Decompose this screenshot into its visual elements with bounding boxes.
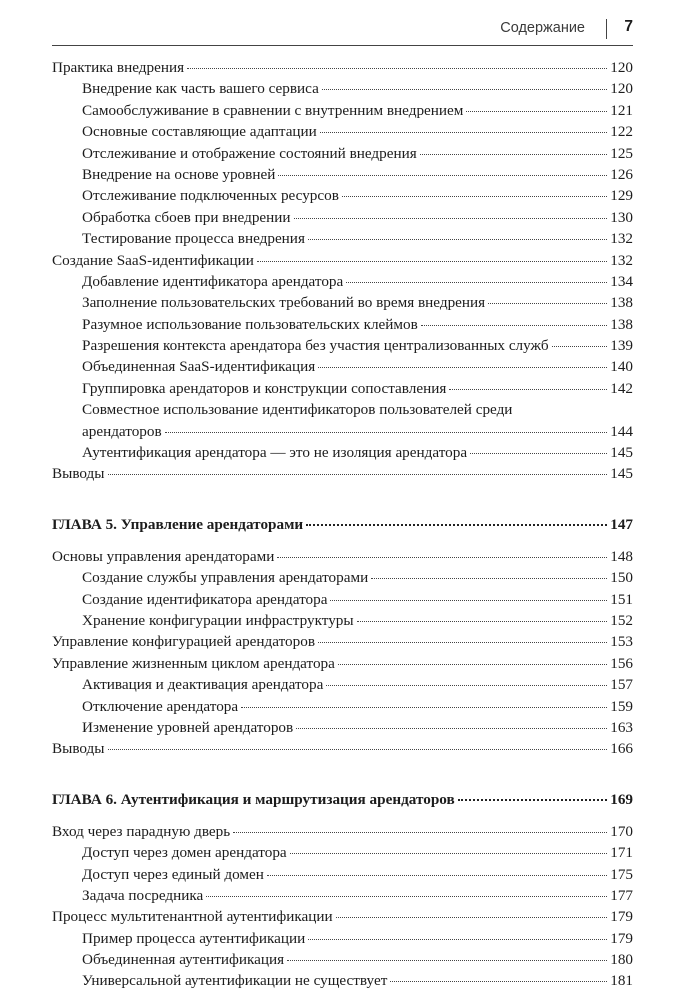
toc-entry-page: 132 [610, 230, 633, 248]
toc-entry-page: 177 [610, 886, 633, 904]
dot-leader [308, 938, 607, 940]
running-head: Содержание [500, 20, 585, 36]
toc-entry-page: 145 [610, 465, 633, 483]
toc-entry-page: 130 [610, 208, 633, 226]
dot-leader [346, 281, 607, 283]
toc-entry [52, 207, 633, 228]
toc-entry [52, 610, 633, 631]
toc-entry [52, 164, 633, 185]
toc-entry [52, 100, 633, 121]
dot-leader [306, 523, 607, 526]
toc-entry-page: 132 [610, 251, 633, 269]
toc-entry-page: 138 [610, 315, 633, 333]
toc-entry-title: Создание идентификатора арендатора [82, 590, 328, 608]
toc-entry-page: 166 [610, 740, 633, 758]
toc-entry-title: Отслеживание подключенных ресурсов [82, 187, 339, 205]
toc-entry-title: Процесс мультитенантной аутентификации [52, 908, 333, 926]
toc-entry [52, 314, 633, 335]
toc-entry-title: Доступ через домен арендатора [82, 844, 287, 862]
chapter-title: ГЛАВА 6. Аутентификация и маршрутизация арендаторов [52, 790, 455, 808]
dot-leader [330, 599, 607, 601]
toc-entry-title: Внедрение на основе уровней [82, 165, 276, 183]
toc-entry-page: 170 [610, 822, 633, 840]
toc-entry-title: Основы управления арендаторами [52, 547, 275, 565]
toc-group [52, 442, 633, 485]
toc-entry-page: 125 [610, 144, 633, 162]
toc-group [52, 57, 633, 399]
toc-entry [52, 949, 633, 970]
header-rule [52, 45, 633, 46]
dot-leader [318, 366, 607, 368]
toc-entry-title: Доступ через единый домен [82, 865, 264, 883]
dot-leader [458, 798, 608, 801]
toc-entry [52, 378, 633, 399]
toc-entry-page: 152 [610, 611, 633, 629]
toc-entry-page: 120 [610, 59, 633, 76]
toc-entry-title: Практика внедрения [52, 59, 185, 76]
toc-entry [52, 928, 633, 949]
toc-entry-page: 171 [610, 844, 633, 862]
toc-entry [52, 842, 633, 863]
toc-entry-title: Выводы [52, 465, 105, 483]
chapter-page: 169 [610, 790, 633, 808]
toc-entry [52, 57, 633, 78]
dot-leader [338, 663, 607, 665]
dot-leader [267, 874, 607, 876]
toc-entry-title: арендаторов [82, 422, 162, 440]
dot-leader [277, 556, 607, 558]
dot-leader [308, 238, 607, 240]
toc-entry-page: 120 [610, 80, 633, 98]
toc-entry-page: 153 [610, 633, 633, 651]
toc-entry-page: 142 [610, 379, 633, 397]
toc-entry [52, 970, 633, 991]
toc-entry [52, 864, 633, 885]
toc-entry-title: Разрешения контекста арендатора без участия централизованных служб [82, 337, 549, 355]
toc-entry [52, 356, 633, 377]
chapter-page: 147 [610, 515, 633, 533]
toc-entry-title: Внедрение как часть вашего сервиса [82, 80, 319, 98]
toc-entry-page: 122 [610, 123, 633, 141]
toc-entry-page: 129 [610, 187, 633, 205]
toc-entry-page: 156 [610, 654, 633, 672]
dot-leader [357, 620, 608, 622]
toc-entry-title: Управление конфигурацией арендаторов [52, 633, 316, 651]
toc-entry-page: 121 [610, 101, 633, 119]
toc-entry-page: 150 [610, 569, 633, 587]
header-separator [606, 19, 607, 39]
toc-entry-title: Заполнение пользовательских требований во время внедрения [82, 294, 486, 312]
toc-entry [52, 271, 633, 292]
page-number: 7 [624, 18, 633, 35]
dot-leader [390, 980, 607, 982]
toc-entry-page: 179 [610, 929, 633, 947]
toc-entry [52, 463, 633, 484]
toc-entry [52, 674, 633, 695]
toc-entry-page: 179 [610, 908, 633, 926]
toc-entry [52, 906, 633, 927]
toc-entry-page: 180 [610, 951, 633, 969]
chapter-title: ГЛАВА 5. Управление арендаторами [52, 515, 304, 533]
toc-entry [52, 292, 633, 313]
dot-leader [296, 727, 607, 729]
toc-entry-line [52, 399, 633, 420]
toc-entry-title: Совместное использование идентификаторов пользователей среди [82, 401, 513, 419]
dot-leader [206, 895, 607, 897]
dot-leader [466, 110, 607, 112]
toc-entry-page: 181 [610, 972, 633, 990]
toc-entry-page: 139 [610, 337, 633, 355]
dot-leader [294, 217, 608, 219]
toc-entry [52, 567, 633, 588]
toc-entry-title: Выводы [52, 740, 105, 758]
toc-entry-title: Задача посредника [82, 886, 204, 904]
dot-leader [470, 452, 607, 454]
toc-entry [52, 717, 633, 738]
dot-leader [336, 916, 608, 918]
dot-leader [318, 641, 607, 643]
toc-entry-title: Самообслуживание в сравнении с внутренним внедрением [82, 101, 464, 119]
toc-entry-title: Отключение арендатора [82, 697, 239, 715]
toc-entry-title: Универсальной аутентификации не существует [82, 972, 388, 990]
toc-entry [52, 121, 633, 142]
toc-entry-title: Отслеживание и отображение состояний внедрения [82, 144, 417, 162]
dot-leader [233, 831, 607, 833]
toc-entry-title: Изменение уровней арендаторов [82, 718, 294, 736]
toc-entry-page: 175 [610, 865, 633, 883]
toc-entry-page: 148 [610, 547, 633, 565]
dot-leader [342, 195, 607, 197]
page-header [0, 18, 633, 42]
toc-entry-page: 157 [610, 676, 633, 694]
toc-entry-title: Добавление идентификатора арендатора [82, 272, 344, 290]
toc-entry-title: Группировка арендаторов и конструкции сопоставления [82, 379, 447, 397]
toc-entry-title: Создание службы управления арендаторами [82, 569, 369, 587]
toc-entry [52, 185, 633, 206]
dot-leader [449, 388, 607, 390]
toc-entry-title: Обработка сбоев при внедрении [82, 208, 291, 226]
chapter-heading [52, 514, 633, 536]
toc-entry-page: 134 [610, 272, 633, 290]
toc-entry-title: Основные составляющие адаптации [82, 123, 317, 141]
dot-leader [108, 748, 608, 750]
toc-entry [52, 250, 633, 271]
dot-leader [108, 473, 608, 475]
dot-leader [552, 345, 608, 347]
toc-entry-page: 145 [610, 444, 633, 462]
dot-leader [322, 88, 607, 90]
dot-leader [165, 431, 608, 433]
dot-leader [257, 260, 607, 262]
dot-leader [320, 131, 607, 133]
toc-entry [52, 696, 633, 717]
toc-entry-title: Создание SaaS-идентификации [52, 251, 254, 269]
toc-entry-page: 144 [610, 422, 633, 440]
toc-entry-page: 140 [610, 358, 633, 376]
toc-entry-page: 126 [610, 165, 633, 183]
toc-entry-page: 151 [610, 590, 633, 608]
dot-leader [326, 684, 607, 686]
toc-entry [52, 885, 633, 906]
toc-entry-title: Объединенная аутентификация [82, 951, 285, 969]
dot-leader [420, 153, 608, 155]
toc-entry [52, 653, 633, 674]
toc-entry [52, 335, 633, 356]
toc-entry [52, 442, 633, 463]
toc-entry-title: Тестирование процесса внедрения [82, 230, 305, 248]
toc-entry-title: Хранение конфигурации инфраструктуры [82, 611, 354, 629]
toc-group [52, 546, 633, 760]
toc-entry-page: 163 [610, 718, 633, 736]
dot-leader [421, 324, 607, 326]
toc-entry-title: Объединенная SaaS-идентификация [82, 358, 316, 376]
toc-entry [52, 738, 633, 759]
table-of-contents [52, 57, 633, 992]
toc-entry-title: Вход через парадную дверь [52, 822, 231, 840]
dot-leader [278, 174, 607, 176]
toc-entry [52, 143, 633, 164]
dot-leader [371, 577, 607, 579]
toc-entry-title: Активация и деактивация арендатора [82, 676, 324, 694]
toc-entry [52, 421, 633, 442]
toc-entry [52, 78, 633, 99]
toc-group [52, 821, 633, 992]
chapter-heading [52, 789, 633, 811]
toc-entry [52, 631, 633, 652]
dot-leader [187, 67, 607, 69]
toc-entry-title: Управление жизненным циклом арендатора [52, 654, 335, 672]
toc-entry-page: 159 [610, 697, 633, 715]
dot-leader [287, 959, 607, 961]
toc-entry-page: 138 [610, 294, 633, 312]
toc-entry-title: Разумное использование пользовательских клеймов [82, 315, 418, 333]
toc-entry [52, 228, 633, 249]
toc-entry-title: Пример процесса аутентификации [82, 929, 306, 947]
dot-leader [488, 302, 607, 304]
toc-entry [52, 546, 633, 567]
toc-entry [52, 821, 633, 842]
toc-entry-title: Аутентификация арендатора — это не изоляция арендатора [82, 444, 468, 462]
toc-entry [52, 589, 633, 610]
dot-leader [290, 852, 608, 854]
dot-leader [241, 706, 607, 708]
